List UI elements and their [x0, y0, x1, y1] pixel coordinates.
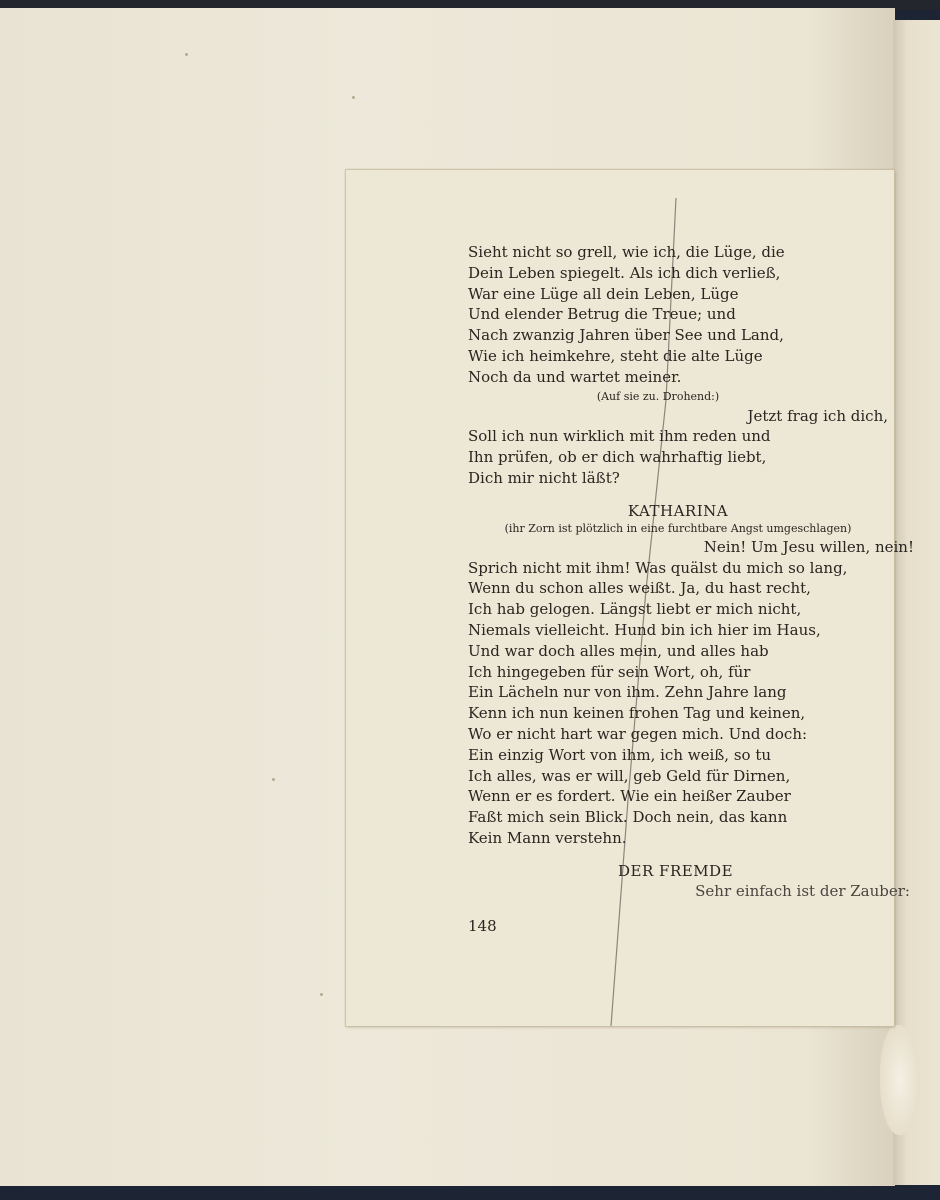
verse-line: Ich alles, was er will, geb Geld für Dirnen,	[468, 766, 791, 785]
scan-bottom-border	[0, 1186, 940, 1200]
paper-spot	[272, 778, 275, 781]
verse-line: Wenn er es fordert. Wie ein heißer Zauber	[468, 787, 791, 806]
verse-line: Noch da und wartet meiner.	[468, 367, 682, 386]
verse-line-indented: Jetzt frag ich dich,	[747, 406, 888, 425]
verse-line: Ein Lächeln nur von ihm. Zehn Jahre lang	[468, 683, 787, 702]
verse-line-indented: Sehr einfach ist der Zauber:	[695, 881, 910, 900]
speaker-name: KATHARINA	[627, 501, 729, 520]
verse-line: Soll ich nun wirklich mit ihm reden und	[468, 427, 771, 446]
paper-spot	[352, 96, 355, 99]
verse-line: Kenn ich nun keinen frohen Tag und keinen,	[468, 704, 806, 723]
verse-line: Sieht nicht so grell, wie ich, die Lüge, die	[468, 243, 785, 261]
verse-line: Ich hingegeben für sein Wort, oh, für	[468, 662, 751, 681]
verse-line: Ein einzig Wort von ihm, ich weiß, so tu	[468, 745, 772, 764]
verse-line: Niemals vielleicht. Hund bin ich hier im Haus,	[468, 620, 821, 639]
pasted-sheet	[346, 170, 914, 1026]
verse-line: Dich mir nicht läßt?	[468, 468, 620, 487]
verse-line: Ihn prüfen, ob er dich wahrhaftig liebt,	[468, 448, 767, 467]
verse-line: War eine Lüge all dein Leben, Lüge	[468, 284, 739, 303]
verse-line: Kein Mann verstehn.	[468, 828, 627, 847]
verse-line: Faßt mich sein Blick. Doch nein, das kann	[468, 808, 788, 827]
stage-direction: (Auf sie zu. Drohend:)	[596, 389, 720, 403]
verse-line: Sprich nicht mit ihm! Was quälst du mich so lang,	[468, 558, 848, 577]
verse-line: Wie ich heimkehre, steht die alte Lüge	[468, 346, 763, 365]
verse-line: Und war doch alles mein, und alles hab	[468, 641, 769, 660]
paper-spot	[320, 993, 323, 996]
verse-line: Und elender Betrug die Treue; und	[468, 305, 736, 324]
stage-direction: (ihr Zorn ist plötzlich in eine furchtbare Angst umgeschlagen)	[504, 521, 852, 535]
verse-line-indented: Nein! Um Jesu willen, nein!	[703, 537, 914, 556]
page-number: 148	[468, 917, 497, 935]
verse-line: Ich hab gelogen. Längst liebt er mich nicht,	[468, 600, 802, 619]
verse-line: Dein Leben spiegelt. Als ich dich verließ,	[468, 263, 781, 282]
paper-spot	[185, 53, 188, 56]
paper-tear	[880, 1025, 920, 1135]
play-text	[468, 242, 914, 902]
verse-line: Wenn du schon alles weißt. Ja, du hast recht,	[468, 579, 811, 598]
verse-line: Nach zwanzig Jahren über See und Land,	[468, 326, 784, 345]
verse-line: Wo er nicht hart war gegen mich. Und doch:	[468, 724, 808, 743]
speaker-name: DER FREMDE	[618, 861, 734, 880]
next-page-edge	[893, 20, 940, 1185]
